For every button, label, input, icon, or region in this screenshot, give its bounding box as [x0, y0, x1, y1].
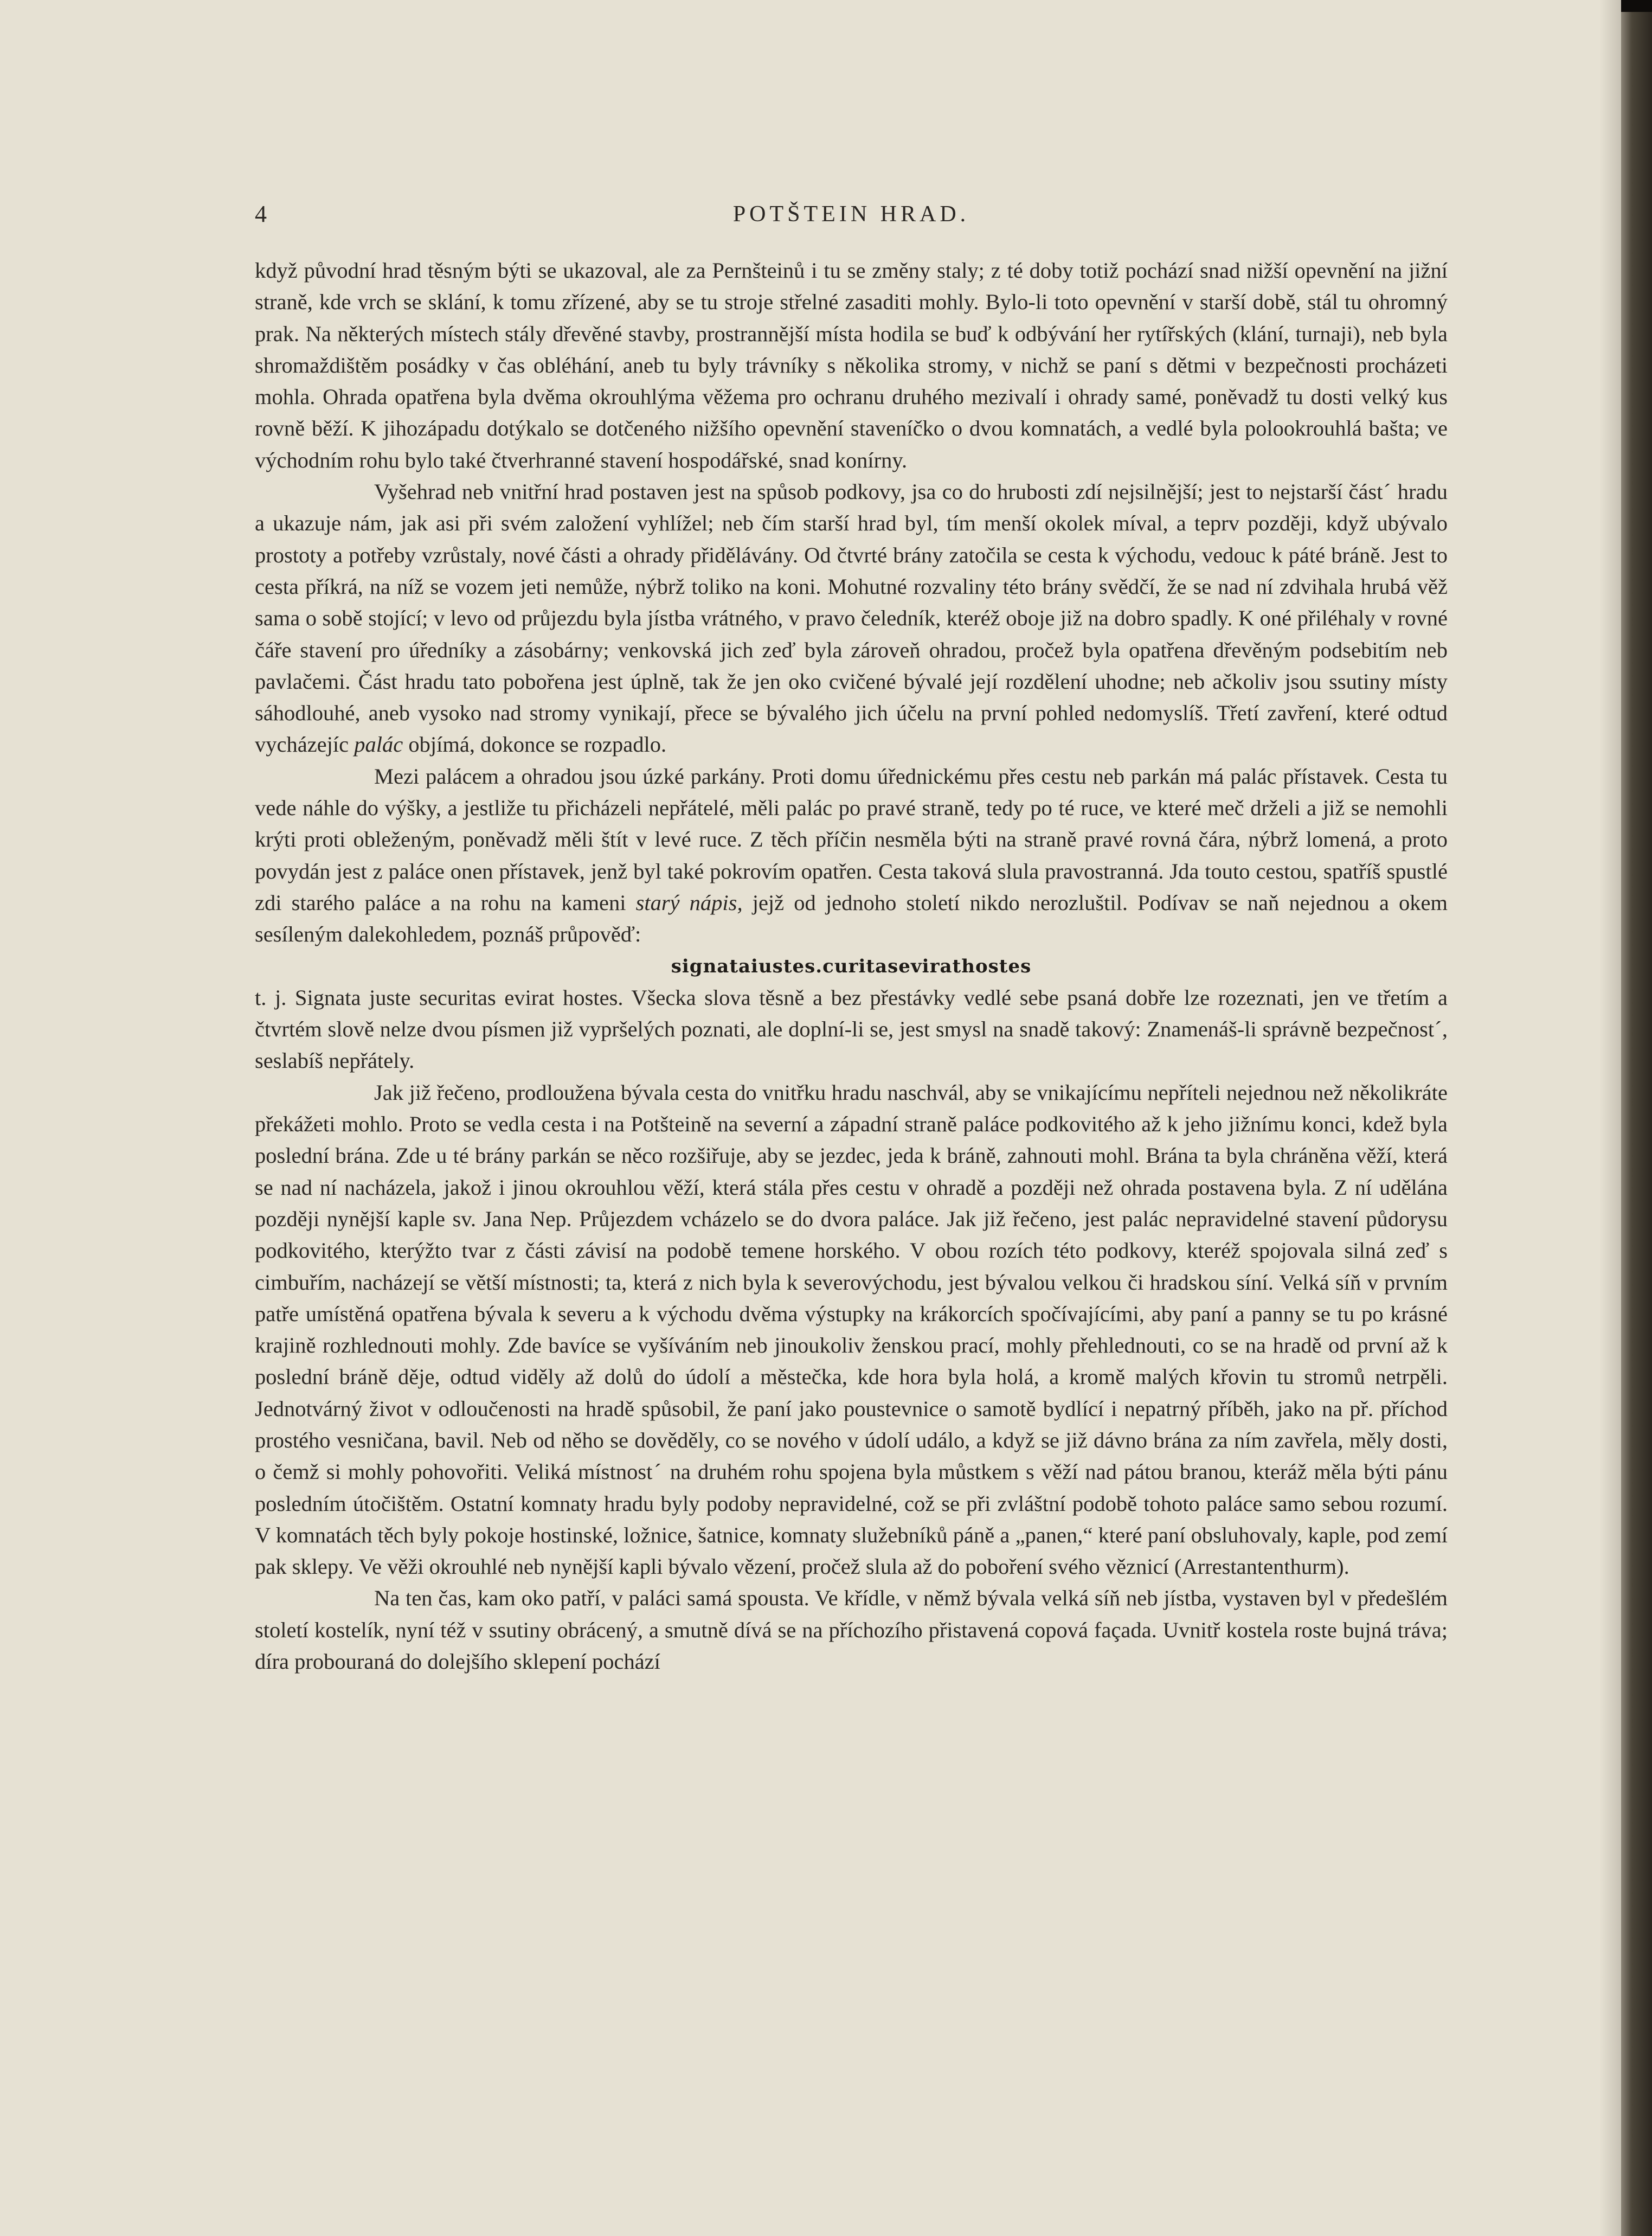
paragraph-2 [255, 476, 1448, 761]
paragraph-6: Na ten čas, kam oko patří, v paláci samá spousta. Ve křídle, v němž bývala velká síň neb jístba, vystaven byl v předešlém století kostelík, nyní též v ssutiny obrácený, a smutně dívá se na příchozího přistavená copová façada. Uvnitř kostela roste bujná tráva; díra probouraná do dolejšího sklepení pochází [255, 1586, 1448, 1674]
inscription: signataiustes.curitasevirathostes [671, 955, 1032, 977]
book-binding-edge [1621, 0, 1652, 2236]
paragraph-3-end: jejž od jednoho století nikdo nerozluštil. Podívav se naň nejednou a okem sesíleným dalekohledem, poznáš průpověď: [255, 890, 1448, 947]
paragraph-2-text: Vyšehrad neb vnitřní hrad postaven jest na spůsob podkovy, jsa co do hrubosti zdí nejsilnější; jest to nejstarší částˊ hradu a ukazuje nám, jak asi při svém založení vyhlížel; neb čím starší hrad byl, tím menší okolek míval, a teprv později, když ubývalo prostoty a potřeby vzrůstaly, nové části a ohrady přidělávány. Od čtvrté brány zatočila se cesta k východu, vedouc k páté bráně. Jest to cesta příkrá, na níž se vozem jeti nemůže, nýbrž toliko na koni. Mohutné rozvaliny této brány svědčí, že se nad ní zdvihala hrubá věž sama o sobě stojící; v levo od průjezdu byla jístba vrátného, v pravo čeledník, kteréž oboje již na dobro spadly. K oné přiléhaly v rovné čáře stavení pro úředníky a zásobárny; venkovská jich zeď byla zároveň ohradou, pročež byla opatřena dřevěným podsebitím neb pavlačemi. Část hradu tato pobořena jest úplně, tak že jen oko cvičené bývalé její rozdělení uhodne; neb ačkoliv jsou ssutiny místy sáhodlouhé, aneb vysoko nad stromy vynikají, přece se bývalého jich účelu na první pohled nedomyslíš. Třetí zavření, které odtud vycházejíc [255, 479, 1448, 757]
paragraph-3 [255, 761, 1448, 951]
paragraph-5: Jak již řečeno, prodloužena bývala cesta do vnitřku hradu naschvál, aby se vnikajícímu nepříteli nejednou než několikráte překážeti mohlo. Proto se vedla cesta i na Potšteině na severní a západní straně paláce podkovitého až k jeho jižnímu konci, kdež byla poslední brána. Zde u té brány parkán se něco rozšiřuje, aby se jezdec, jeda k bráně, zahnouti mohl. Brána ta byla chráněna věží, která se nad ní nacházela, jakož i jinou okrouhlou věží, která stála přes cestu v ohradě a později než ohrada postavena byla. Z ní udělána později nynější kaple sv. Jana Nep. Průjezdem vcházelo se do dvora paláce. Jak již řečeno, jest palác nepravidelné stavení půdorysu podkovitého, kterýžto tvar z části závisí na podobě temene horského. V obou rozích této podkovy, kteréž spojovala silná zeď s cimbuřím, nacházejí se větší místnosti; ta, která z nich byla k severovýchodu, jest bývalou velkou či hradskou síní. Velká síň v prvním patře umístěná opatřena bývala k severu a k východu dvěma výstupky na krákorcích spočívajícími, aby paní a panny se tu po krásné krajině rozhlednouti mohly. Zde bavíce se vyšíváním neb jinoukoliv ženskou prací, mohly přehlednouti, co se na hradě od první až k poslední bráně děje, odtud viděly až dolů do údolí a městečka, kde hora byla holá, a kromě malých křovin tu stromů netrpěli. Jednotvárný život v odloučenosti na hradě spůsobil, že paní jako poustevnice o samotě bydlící i nepatrný příběh, jako na př. příchod prostého vesničana, bavil. Neb od něho se dověděly, co se nového v údolí událo, a když se již dávno brána za ním zavřela, měly dosti, o čemž si mohly pohovořiti. Veliká místnostˊ na druhém rohu spojena byla můstkem s věží nad pátou branou, kteráž měla býti pánu posledním útočištěm. Ostatní komnaty hradu byly podoby nepravidelné, což se při zvláštní podobě tohoto paláce samo sebou rozumí. V komnatách těch byly pokoje hostinské, ložnice, šatnice, komnaty služebníků páně a „panen,“ které paní obsluhovaly, kaple, pod zemí pak sklepy. Ve věži okrouhlé neb nynější kapli bývalo vězení, pročež slula až do poboření svého věznicí (Arrestantenthurm). [255, 1080, 1448, 1579]
paragraph-2-end: objímá, dokonce se rozpadlo. [408, 732, 667, 757]
page-number: 4 [255, 201, 267, 227]
paragraph-3-italic: starý nápis, [635, 890, 743, 915]
page-header [255, 198, 1448, 241]
binding-corner [1621, 0, 1652, 12]
page-gutter-shadow [1599, 0, 1621, 2236]
running-title: POTŠTEIN HRAD. [732, 202, 970, 227]
paragraph-4: t. j. Signata juste securitas evirat hostes. Všecka slova těsně a bez přestávky vedlé sebe psaná dobře lze rozeznati, jen ve třetím a čtvrtém slově nelze dvou písmen již vypršelých poznati, ale doplní-li se, jest smysl na snadě takový: Znamenáš-li správně bezpečnostˊ, seslabíš nepřátely. [255, 985, 1448, 1073]
paragraph-2-italic: palác [354, 732, 403, 757]
paragraph-1: když původní hrad těsným býti se ukazoval, ale za Pernšteinů i tu se změny staly; z té doby totiž pochází snad nižší opevnění na jižní straně, kde vrch se sklání, k tomu zřízené, aby se tu stroje střelné zasaditi mohly. Bylo-li toto opevnění v starší době, stál tu ohromný prak. Na některých místech stály dřevěné stavby, prostrannější místa hodila se buď k odbývání her rytířských (klání, turnaji), neb byla shromaždištěm posádky v čas obléhání, aneb tu byly trávníky s několika stromy, v nichž se paní s dětmi v bezpečnosti procházeti mohla. Ohrada opatřena byla dvěma okrouhlýma věžema pro ochranu druhého mezivalí i ohrady samé, poněvadž tu dosti velký kus rovně běží. K jihozápadu dotýkalo se dotčeného nižšího opevnění staveníčko o dvou komnatách, a vedlé byla polookrouhlá bašta; ve východním rohu bylo také čtverhranné stavení hospodářské, snad konírny. [255, 258, 1448, 472]
paragraph-3-text: Mezi palácem a ohradou jsou úzké parkány. Proti domu úřednickému přes cestu neb parkán má palác přístavek. Cesta tu vede náhle do výšky, a jestliže tu přicházeli nepřátelé, měli palác po pravé straně, tedy po té ruce, ve které meč drželi a již se nemohli krýti proti obleženým, poněvadž měli štít v levé ruce. Z těch příčin nesměla býti na straně pravé rovná čára, nýbrž lomená, a proto povydán jest z paláce onen přístavek, jenž byl také pokrovím opatřen. Cesta taková slula pravostranná. Jda touto cestou, spatříš spustlé zdi starého paláce a na rohu na kameni [255, 764, 1448, 915]
body-text [255, 255, 1448, 1677]
